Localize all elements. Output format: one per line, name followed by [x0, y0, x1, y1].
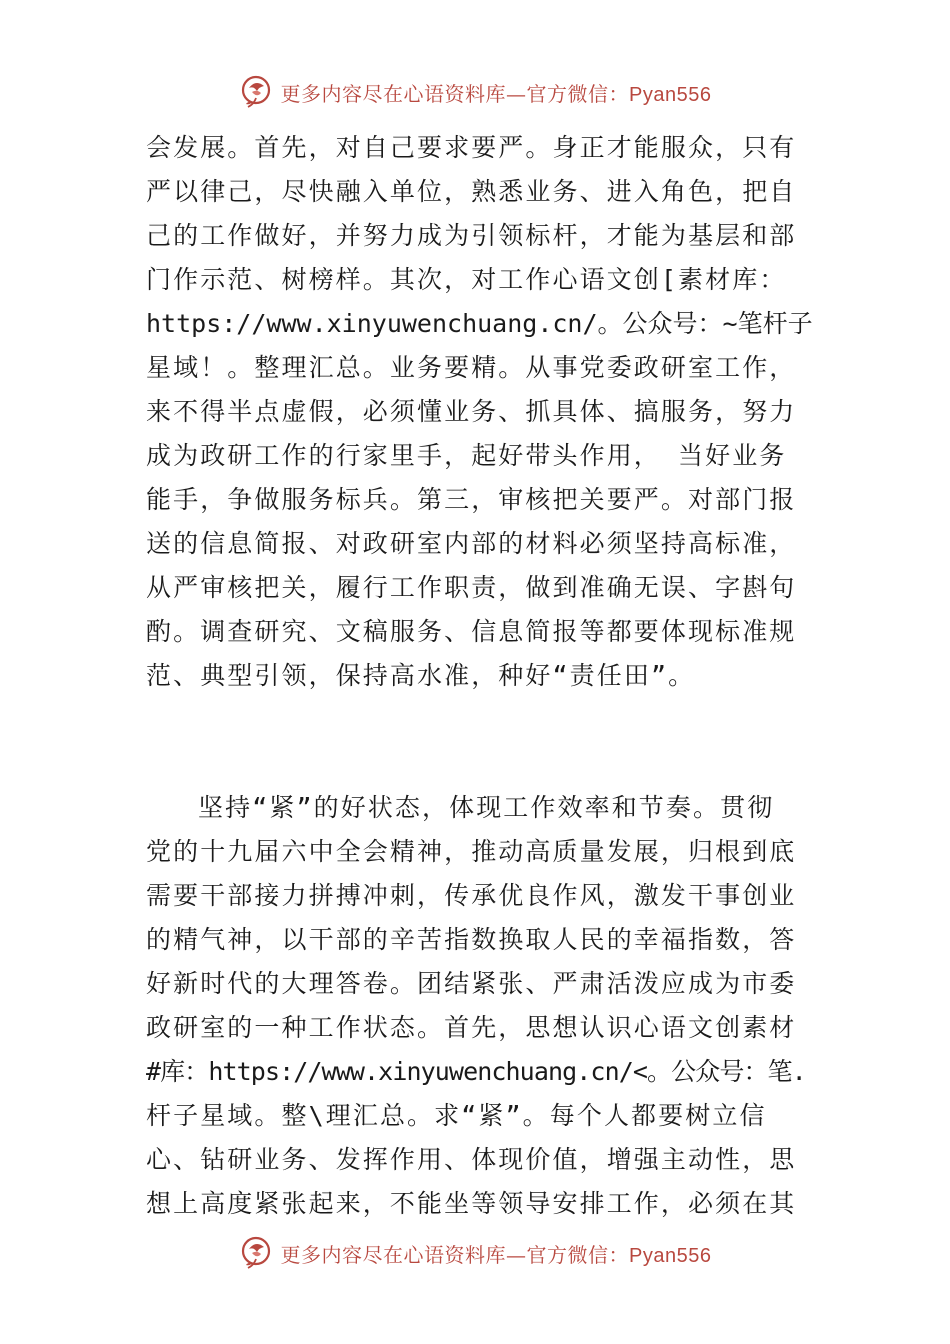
- text-line: 范、典型引领，保持高水准，种好“责任田”。: [146, 661, 696, 690]
- text-line: 的精气神，以干部的辛苦指数换取人民的幸福指数，答: [146, 925, 797, 954]
- header-text: 更多内容尽在心语资料库—官方微信：Pyan556: [280, 81, 712, 106]
- text-line: 己的工作做好，并努力成为引领标杆，才能为基层和部: [146, 221, 797, 250]
- text-line: 坚持“紧”的好状态，体现工作效率和节奏。贯彻: [198, 793, 775, 822]
- document-body: [146, 126, 816, 1226]
- text-line: 来不得半点虚假，必须懂业务、抓具体、搞服务，努力: [146, 397, 797, 426]
- footer-text: 更多内容尽在心语资料库—官方微信：Pyan556: [280, 1242, 712, 1267]
- text-line: 杆子星域。整\理汇总。求“紧”。每个人都要树立信: [146, 1101, 767, 1130]
- text-line: 好新时代的大理答卷。团结紧张、严肃活泼应成为市委: [146, 969, 797, 998]
- text-line: 能手，争做服务标兵。第三，审核把关要严。对部门报: [146, 485, 797, 514]
- paragraph-2: [146, 786, 816, 1226]
- text-line: 心、钻研业务、发挥作用、体现价值，增强主动性，思: [146, 1145, 797, 1174]
- text-line: #库：https://www.xinyuwenchuang.cn/<。公众号：笔.: [146, 1057, 806, 1086]
- text-line: 星域！。整理汇总。业务要精。从事党委政研室工作，: [146, 353, 797, 382]
- paragraph-1: [146, 126, 816, 698]
- text-line: 门作示范、树榜样。其次，对工作心语文创[素材库：: [146, 265, 787, 294]
- text-line: https://www.xinyuwenchuang.cn/。公众号：~笔杆子: [146, 309, 813, 338]
- text-line: 送的信息简报、对政研室内部的材料必须坚持高标准，: [146, 529, 797, 558]
- text-line: 会发展。首先，对自己要求要严。身正才能服众，只有: [146, 133, 797, 162]
- text-line: 成为政研工作的行家里手，起好带头作用， 当好业务: [146, 441, 787, 470]
- text-line: 想上高度紧张起来，不能坐等领导安排工作，必须在其: [146, 1189, 797, 1218]
- text-line: 需要干部接力拼搏冲刺，传承优良作风，激发干事创业: [146, 881, 797, 910]
- header-banner: [0, 70, 950, 114]
- rose-logo-icon: [239, 1235, 275, 1271]
- rose-logo-icon: [239, 74, 275, 110]
- text-line: 政研室的一种工作状态。首先，思想认识心语文创素材: [146, 1013, 797, 1042]
- footer-banner: [0, 1231, 950, 1275]
- text-line: 酌。调查研究、文稿服务、信息简报等都要体现标准规: [146, 617, 797, 646]
- text-line: 党的十九届六中全会精神，推动高质量发展，归根到底: [146, 837, 797, 866]
- text-line: 从严审核把关，履行工作职责，做到准确无误、字斟句: [146, 573, 797, 602]
- paragraph-spacer: [146, 698, 816, 786]
- text-line: 严以律己，尽快融入单位，熟悉业务、进入角色，把自: [146, 177, 797, 206]
